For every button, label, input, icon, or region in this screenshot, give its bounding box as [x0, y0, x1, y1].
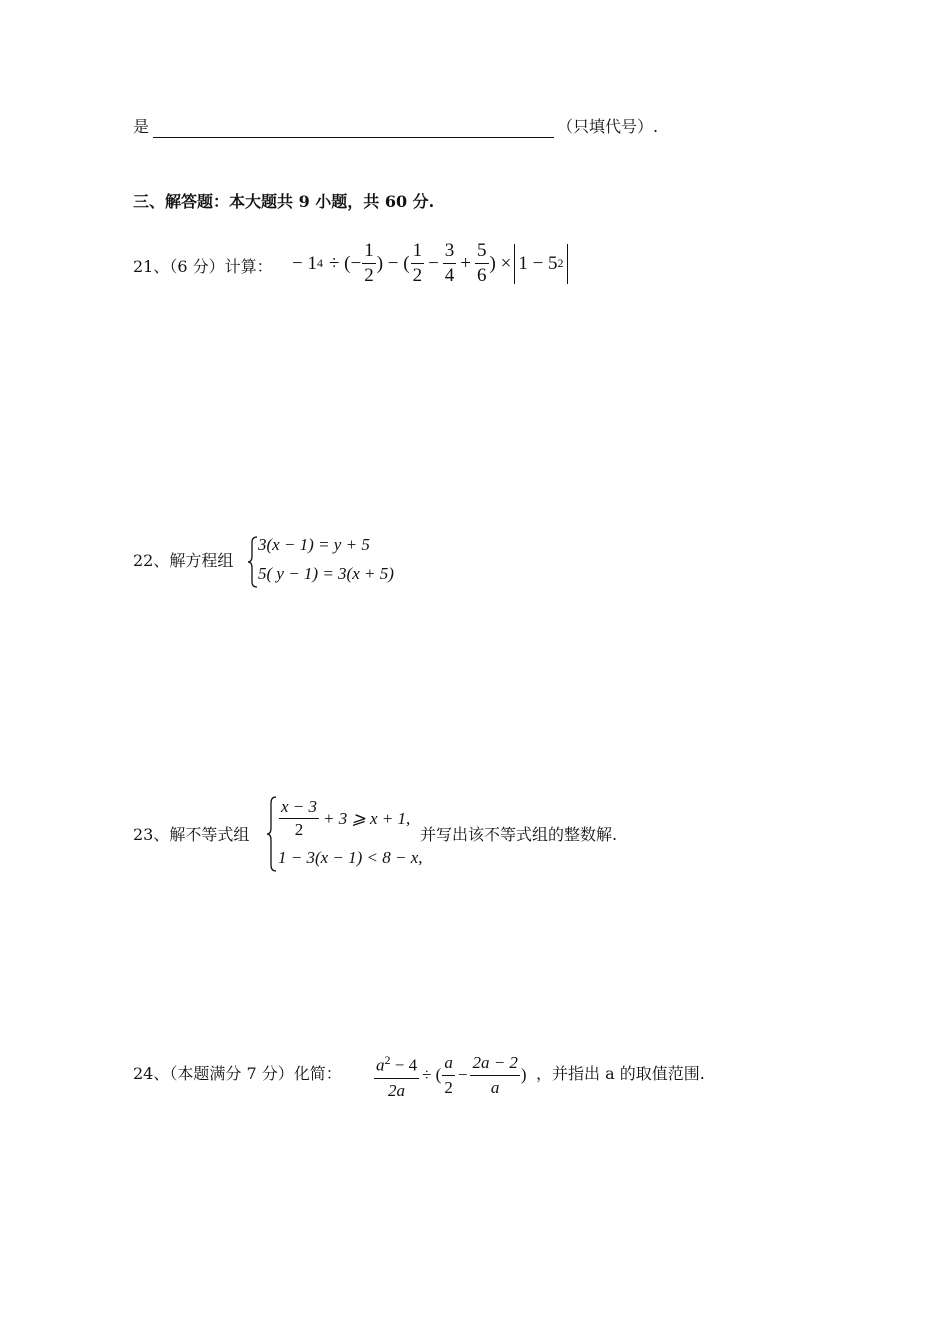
q24-frac-3-den: a [490, 1077, 500, 1097]
q23-inequality-1 [278, 797, 410, 840]
q24-div-open: ÷ ( [422, 1065, 442, 1085]
q23-ineq1-frac [279, 797, 319, 840]
q21-exp-2: 2 [557, 256, 564, 270]
q24-expression [373, 1049, 527, 1102]
q22-label: 22、解方程组 [133, 551, 234, 570]
q21-plus: + [460, 252, 472, 274]
q22-equation-1: 3(x − 1) = y + 5 [258, 535, 370, 554]
q21-frac-2-num: 1 [411, 240, 425, 264]
q20-answer-blank[interactable] [153, 137, 554, 138]
q20-prefix: 是 [133, 117, 150, 136]
q23-inequality-2: 1 − 3(x − 1) < 8 − x, [278, 848, 423, 867]
q24-f1-exp: 2 [384, 1053, 391, 1067]
q21-mid: ) − ( [376, 252, 410, 274]
q24-frac-1-den: 2a [388, 1080, 406, 1100]
q21-frac-3-den: 4 [444, 265, 455, 286]
q21-frac-1 [362, 240, 376, 287]
q21-frac-3-num: 3 [443, 240, 457, 264]
q22-equation-2: 5( y − 1) = 3(x + 5) [258, 564, 394, 583]
q21-frac-2 [411, 240, 425, 287]
q24-frac-1-num [374, 1049, 419, 1079]
q21-frac-1-den: 2 [364, 265, 374, 286]
q21-abs-inner: 1 − 5 [518, 252, 558, 274]
q23-label: 23、解不等式组 [133, 825, 250, 844]
q24-label: 24、（本题满分 7 分）化简： [133, 1064, 342, 1083]
q23-ineq1-num: x − 3 [279, 797, 319, 819]
q21-neg-one: − 1 [292, 252, 317, 274]
q23-ineq1-den: 2 [294, 820, 304, 839]
q21-label: 21、（6 分）计算： [133, 257, 273, 276]
q21-frac-3 [443, 240, 457, 287]
q21-frac-2-den: 2 [412, 265, 423, 286]
q21-frac-4-den: 6 [477, 265, 487, 286]
q21-minus: − [428, 252, 439, 274]
q24-frac-1 [374, 1049, 419, 1102]
q21-frac-1-num: 1 [362, 240, 376, 264]
q21-div-open: ÷ (− [328, 252, 362, 274]
q21-abs-left-bar [514, 244, 515, 284]
q21-abs-right-bar [567, 244, 568, 284]
section-3-heading: 三、解答题：本大题共 9 小题，共 60 分. [133, 192, 435, 211]
q20-suffix: （只填代号）. [557, 117, 659, 136]
q24-tail: ，并指出 a 的取值范围. [536, 1064, 705, 1083]
q21-expression [292, 240, 571, 287]
q21-close-times: ) × [489, 252, 512, 274]
q24-minus: − [457, 1065, 468, 1085]
q24-frac-3-num: 2a − 2 [470, 1052, 519, 1076]
q24-frac-2-num: a [442, 1052, 455, 1076]
q21-frac-4-num: 5 [475, 240, 489, 264]
q24-frac-2-den: 2 [444, 1077, 453, 1097]
q21-frac-4 [475, 240, 489, 287]
q23-left-brace [266, 796, 278, 872]
q24-frac-3 [470, 1052, 519, 1099]
q24-f1-base: a [376, 1055, 385, 1075]
q23-ineq1-rest: + 3 ⩾ x + 1, [323, 808, 411, 828]
q23-tail: 并写出该不等式组的整数解. [420, 825, 618, 844]
q21-exp-4: 4 [316, 256, 323, 270]
q24-f1-rest: − 4 [390, 1055, 418, 1075]
q24-frac-2 [442, 1052, 455, 1099]
q24-close: ) [520, 1065, 527, 1085]
